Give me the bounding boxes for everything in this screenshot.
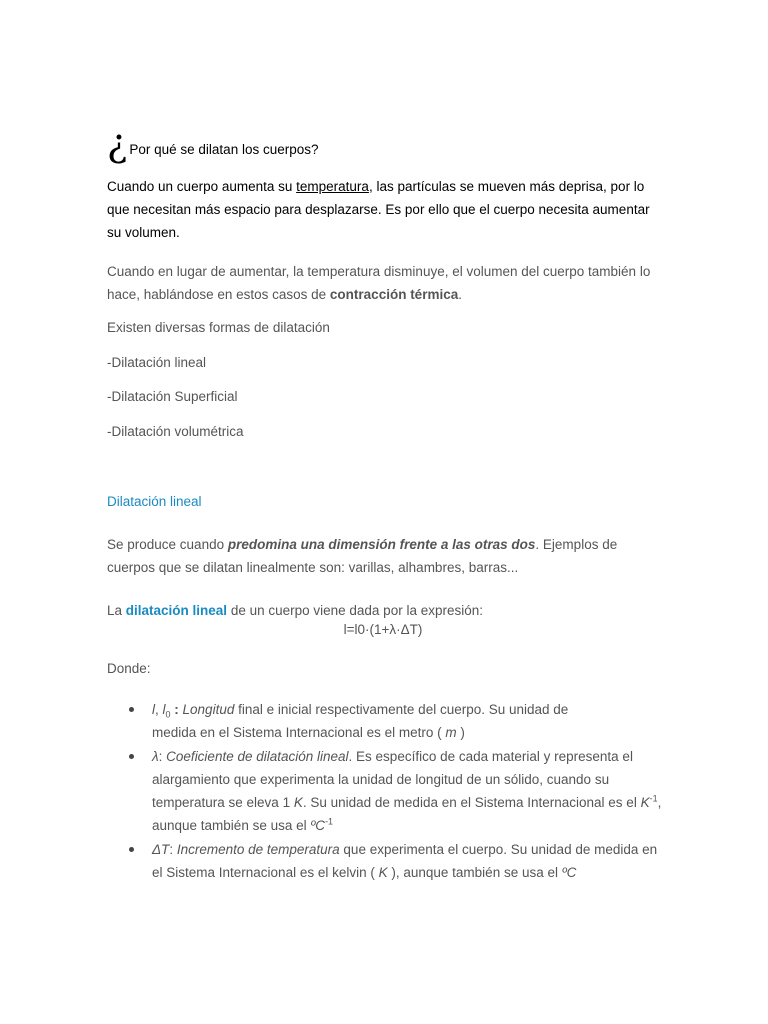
term-incremento: Incremento de temperatura — [176, 841, 340, 857]
b1-text: final e inicial respectivamente del cuerpo. Su unidad de medida en el Sistema Internacional es el metro ( — [152, 702, 569, 741]
section-description — [107, 533, 667, 579]
unit-celsius: ºC — [561, 865, 577, 881]
intro-paragraph — [107, 175, 667, 244]
page-heading — [107, 121, 319, 165]
contraction-text-2: . — [458, 287, 462, 302]
expression-line — [107, 599, 667, 622]
list-item — [107, 838, 667, 885]
list-item — [107, 745, 667, 838]
intro-text-1: Cuando un cuerpo aumenta su — [107, 179, 297, 194]
section-desc-text-2: . Ejemplos de cuerpos que se dilatan linealmente son: varillas, alhambres, barras... — [107, 537, 618, 575]
colon: : — [158, 748, 167, 764]
temperatura-link[interactable]: temperatura — [296, 179, 369, 194]
symbol-l: l — [152, 702, 155, 717]
expr-text-2: de un cuerpo viene dada por la expresión: — [227, 603, 483, 618]
b1-end: ) — [456, 725, 465, 741]
unit-m: m — [445, 725, 457, 741]
unit-celsius-inv: ºC — [310, 818, 326, 834]
inverted-question-mark: ¿ — [107, 121, 128, 165]
superscript-minus-1: -1 — [325, 816, 334, 827]
bullet-dot-icon — [129, 707, 134, 712]
unit-k-inv: K — [640, 795, 650, 811]
section-title-dilatacion-lineal: Dilatación lineal — [107, 494, 202, 509]
contraction-text-1: Cuando en lugar de aumentar, la temperatura disminuye, el volumen del cuerpo también lo hace, hablándose en estos casos de — [107, 264, 651, 302]
colon: : — [169, 841, 177, 857]
unit-kelvin: K — [378, 865, 388, 881]
b2-text-1: . Es específico de cada material y representa el alargamiento que experimenta la unidad de longitud de un sólido, cuando su temperatura se eleva 1 — [152, 748, 633, 811]
subscript-0: 0 — [165, 709, 171, 720]
bullet-dot-icon — [129, 847, 134, 852]
b3-text-2: ), aunque también se usa el — [387, 865, 562, 881]
forms-intro: Existen diversas formas de dilatación — [107, 320, 330, 335]
section-desc-text-1: Se produce cuando — [107, 537, 228, 552]
variables-list — [107, 698, 667, 884]
b2-text-3: , aunque también se usa el — [152, 795, 662, 834]
superscript-minus-1: -1 — [649, 793, 658, 804]
term-coeficiente: Coeficiente de dilatación lineal — [166, 748, 349, 764]
contraction-bold-term: contracción térmica — [329, 287, 459, 302]
separator: , — [155, 702, 163, 717]
colon: : — [170, 702, 183, 717]
section-desc-emphasis: predomina una dimensión frente a las otras dos — [227, 537, 536, 552]
symbol-delta-t: ΔT — [152, 841, 170, 857]
contraction-paragraph — [107, 260, 667, 306]
bullet-dot-icon — [129, 754, 134, 759]
form-item-volumetrica: -Dilatación volumétrica — [107, 424, 244, 439]
donde-label: Donde: — [107, 661, 151, 676]
term-longitud: Longitud — [182, 702, 235, 717]
list-item — [107, 698, 592, 745]
b3-text-1: que experimenta el cuerpo. Su unidad de medida en el Sistema Internacional es el kelvin ( — [152, 841, 658, 881]
expr-text-1: La — [107, 603, 126, 618]
symbol-l0: l — [162, 702, 166, 717]
form-item-superficial: -Dilatación Superficial — [107, 389, 238, 404]
dilatacion-lineal-link[interactable]: dilatación lineal — [125, 603, 228, 618]
b2-text-2: . Su unidad de medida en el Sistema Internacional es el — [302, 795, 641, 811]
page-title: Por qué se dilatan los cuerpos? — [129, 142, 319, 157]
form-item-lineal: -Dilatación lineal — [107, 355, 207, 370]
intro-text-2: , las partículas se mueven más deprisa, por lo que necesitan más espacio para desplazarse. Es por ello que el cuerpo necesita aumentar su volumen. — [107, 179, 650, 240]
unit-k: K — [293, 795, 303, 811]
formula: l=l0·(1+λ·ΔT) — [343, 622, 423, 637]
symbol-lambda: λ — [152, 748, 159, 764]
